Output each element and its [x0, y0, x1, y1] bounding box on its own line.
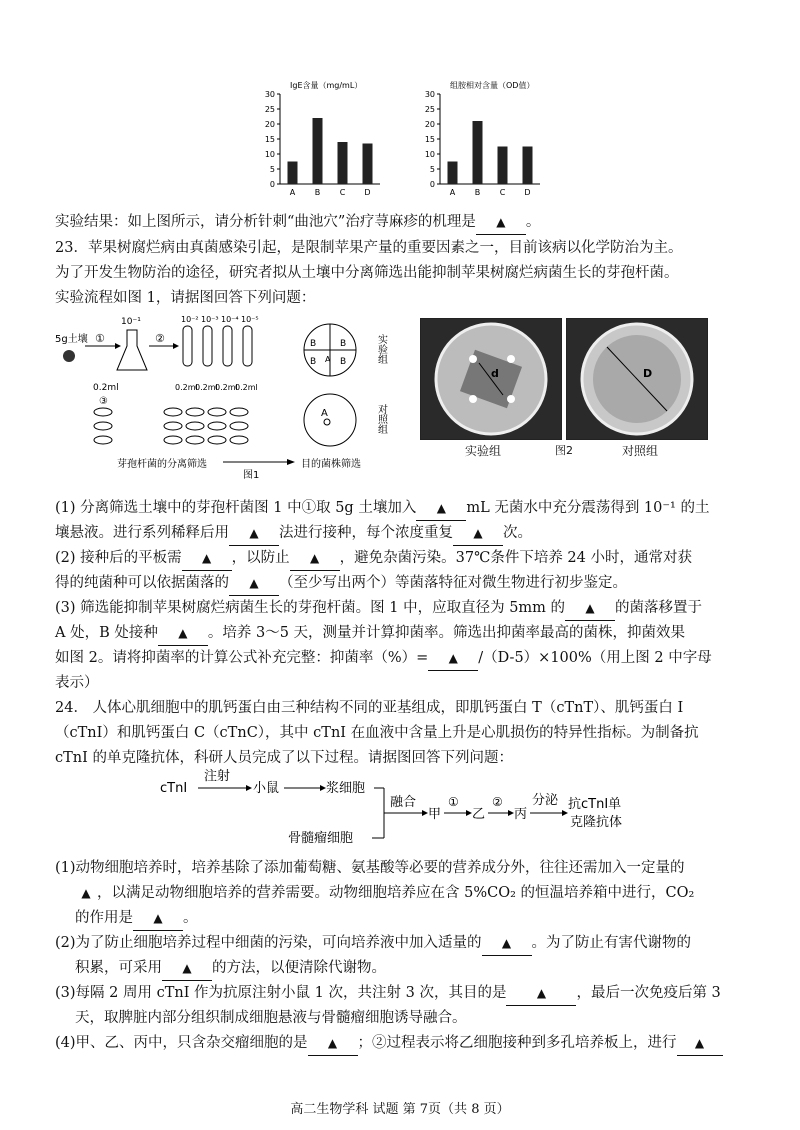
exp-group-label: 实验组: [375, 334, 387, 364]
text: 。为了防止有害代谢物的: [531, 935, 692, 951]
dilution-label: 10⁻³: [201, 315, 219, 324]
bar-chart-ige: [250, 80, 390, 200]
text: 实验结果：如上图所示，请分析针刺“曲池穴”治疗荨麻疹的机理是: [55, 214, 476, 230]
bar-c: [338, 142, 348, 184]
step-3: ③: [99, 396, 108, 407]
text: (4)甲、乙、丙中，只含杂交瘤细胞的是: [55, 1035, 308, 1051]
fig2-ctrl-label: 对照组: [622, 444, 659, 458]
text: 次。: [503, 525, 532, 541]
bing-node: 丙: [514, 807, 528, 822]
answer-blank[interactable]: ▲: [133, 906, 183, 931]
q23-line3: 实验流程如图 1，请据图回答下列问题：: [55, 290, 316, 306]
x-tick-label: C: [339, 188, 346, 197]
dilution-label: 10⁻¹: [121, 317, 141, 327]
dilution-label: 10⁻⁵: [241, 315, 259, 324]
answer-blank[interactable]: ▲: [81, 886, 91, 900]
figure1-label: 图1: [243, 470, 260, 481]
control-dish-photo: [566, 318, 708, 440]
bar-b: [473, 121, 483, 184]
q24-sub1-line1: (1)动物细胞培养时，培养基除了添加葡萄糖、氨基酸等必要的营养成分外，往往还需加入一定量的: [55, 860, 685, 876]
dilution-label: 10⁻⁴: [221, 315, 239, 324]
answer-blank[interactable]: ▲: [482, 931, 532, 956]
test-tube: [183, 326, 192, 366]
q24-line1: 24． 人体心肌细胞中的肌钙蛋白由三种结构不同的亚基组成，即肌钙蛋白 T（cTnT）、肌钙蛋白 I: [55, 700, 684, 716]
q24-sub1-line3: [75, 906, 775, 931]
chart-title: 组胺相对含量（OD值）: [450, 81, 535, 90]
q23-sub2-line2: [55, 571, 755, 596]
petri-dish: [230, 422, 248, 430]
petri-dish: [208, 436, 226, 444]
q23-sub3-line3: [55, 646, 755, 671]
text: mL 无菌水中充分震荡得到 10⁻¹ 的土: [466, 500, 710, 516]
text: 的方法，以便清除代谢物。: [212, 960, 386, 976]
y-tick-label: 0: [269, 180, 275, 189]
y-tick-label: 15: [424, 135, 435, 144]
text: 。培养 3～5 天，测量并计算抑菌率。筛选出抑菌率最高的菌株，抑菌效果: [207, 625, 686, 641]
q23-sub3-line4: 表示）: [55, 675, 99, 691]
chart-title: IgE含量（mg/mL）: [290, 81, 363, 90]
answer-blank[interactable]: ▲: [416, 496, 466, 521]
q23-sub2-line1: [55, 546, 755, 571]
petri-dish: [164, 436, 182, 444]
q23-line1: 23．苹果树腐烂病由真菌感染引起，是限制苹果产量的重要因素之一，目前该病以化学防治为主。: [55, 240, 683, 256]
text: (2) 接种后的平板需: [55, 550, 182, 566]
plate-label-b: B: [340, 339, 347, 349]
petri-dish: [94, 408, 112, 416]
text: ，避免杂菌污染。37℃条件下培养 24 小时，通常对获: [339, 550, 692, 566]
y-tick-label: 25: [264, 105, 275, 114]
answer-blank[interactable]: ▲: [677, 1031, 723, 1056]
volume-label: 0.2ml: [175, 383, 198, 392]
y-tick-label: 20: [424, 120, 435, 129]
D-label: D: [643, 367, 653, 380]
answer-blank[interactable]: ▲: [182, 546, 232, 571]
text: ；②过程表示将乙细胞接种到多孔培养板上，进行: [357, 1035, 677, 1051]
volume-label: 0.2ml: [215, 383, 238, 392]
text: (2)为了防止细胞培养过程中细菌的污染，可向培养液中加入适量的: [55, 935, 482, 951]
q24-line3: cTnI 的单克隆抗体，科研人员完成了以下过程。请据图回答下列问题：: [55, 750, 513, 766]
petri-dish: [164, 422, 182, 430]
x-tick-label: D: [524, 188, 531, 197]
dilution-label: 10⁻²: [181, 315, 199, 324]
answer-blank[interactable]: ▲: [158, 621, 208, 646]
x-tick-label: D: [364, 188, 371, 197]
text: ，以防止: [231, 550, 290, 566]
control-plate: [304, 394, 356, 446]
y-tick-label: 25: [424, 105, 435, 114]
text: 的作用是: [75, 910, 133, 926]
caption-right: 目的菌株筛选: [301, 459, 361, 470]
y-tick-label: 5: [429, 165, 435, 174]
x-tick-label: A: [289, 188, 296, 197]
y-tick-label: 10: [264, 150, 275, 159]
text: (3) 筛选能抑制苹果树腐烂病菌生长的芽孢杆菌。图 1 中，应取直径为 5mm 的: [55, 600, 566, 616]
y-tick-label: 30: [264, 90, 275, 99]
answer-blank[interactable]: ▲: [565, 596, 615, 621]
petri-dish: [94, 436, 112, 444]
plate-label-a: A: [325, 355, 331, 364]
q23-sub3-line2: [55, 621, 755, 646]
y-tick-label: 10: [424, 150, 435, 159]
secrete-label: 分泌: [532, 793, 559, 808]
q24-sub4-line1: [55, 1031, 755, 1056]
test-tube: [223, 326, 232, 366]
test-tube: [203, 326, 212, 366]
petri-dish: [230, 408, 248, 416]
ctrl-group-label: 对照组: [375, 404, 387, 434]
product-label-1: 抗cTnI单: [568, 797, 622, 812]
q24-sub3-line2: 天，取脾脏内部分组织制成细胞悬液与骨髓瘤细胞诱导融合。: [75, 1010, 467, 1026]
bar-c: [498, 147, 508, 185]
result-line: [55, 210, 755, 235]
caption-left: 芽孢杆菌的分离筛选: [117, 459, 207, 470]
text: 得的纯菌种可以依据菌落的: [55, 575, 229, 591]
control-label-a: A: [321, 408, 328, 419]
figure-1: [55, 312, 405, 481]
y-tick-label: 0: [429, 180, 435, 189]
text: 。: [525, 214, 541, 230]
petri-dish: [186, 422, 204, 430]
ctnI-node: cTnI: [160, 781, 188, 796]
bar-d: [523, 147, 533, 185]
volume-label: 0.2ml: [93, 383, 119, 393]
answer-blank[interactable]: ▲: [506, 981, 576, 1006]
answer-blank[interactable]: ▲: [476, 210, 526, 235]
text: 。: [183, 910, 198, 926]
plate-label-b: B: [340, 357, 347, 367]
test-tube: [243, 326, 252, 366]
petri-dish: [186, 436, 204, 444]
q24-sub3-line1: [55, 981, 755, 1006]
volume-label: 0.2ml: [235, 383, 258, 392]
myeloma-node: 骨髓瘤细胞: [288, 831, 354, 846]
text: 积累，可采用: [75, 960, 162, 976]
answer-blank[interactable]: ▲: [308, 1031, 358, 1056]
text: ，以满足动物细胞培养的营养需要。动物细胞培养应在含 5%CO₂ 的恒温培养箱中进行，CO₂: [97, 885, 695, 901]
text: 如图 2。请将抑菌率的计算公式补充完整：抑菌率（%）=: [55, 650, 429, 666]
text: (3)每隔 2 周用 cTnI 作为抗原注射小鼠 1 次，共注射 3 次，其目的是: [55, 985, 507, 1001]
x-tick-label: C: [499, 188, 506, 197]
y-tick-label: 30: [424, 90, 435, 99]
bar-chart-histamine: [410, 80, 550, 200]
bar-d: [363, 144, 373, 185]
text: 壤悬液。进行系列稀释后用: [55, 525, 229, 541]
yi-node: 乙: [472, 807, 486, 822]
q23-sub1-line2: [55, 521, 755, 546]
soil-pile: [63, 350, 75, 362]
petri-dish: [208, 422, 226, 430]
petri-dish: [186, 408, 204, 416]
step-1: ①: [95, 332, 105, 345]
page-footer: 高二生物学科 试题 第 7页（共 8 页）: [290, 1102, 510, 1117]
fuse-label: 融合: [390, 795, 417, 810]
mouse-node: 小鼠: [253, 781, 280, 796]
x-tick-label: A: [449, 188, 456, 197]
product-label-2: 克隆抗体: [570, 815, 623, 830]
text: (1) 分离筛选土壤中的芽孢杆菌图 1 中①取 5g 土壤加入: [55, 500, 417, 516]
plasma-cell-node: 浆细胞: [326, 781, 366, 796]
x-tick-label: B: [474, 188, 481, 197]
answer-blank[interactable]: ▲: [162, 956, 212, 981]
q24-sub2-line1: [55, 931, 755, 956]
text: 的菌落移置于: [615, 600, 703, 616]
step-2: ②: [155, 332, 165, 345]
answer-blank[interactable]: ▲: [428, 646, 478, 671]
step1-label: ①: [448, 795, 459, 809]
q23-line2: 为了开发生物防治的途径，研究者拟从土壤中分离筛选出能抑制苹果树腐烂病菌生长的芽孢杆菌。: [55, 265, 679, 281]
y-tick-label: 20: [264, 120, 275, 129]
d-label: d: [491, 367, 499, 380]
bar-a: [288, 162, 298, 185]
q24-sub2-line2: [75, 956, 775, 981]
petri-dish: [230, 436, 248, 444]
y-tick-label: 5: [269, 165, 275, 174]
q24-sub1-line2: [75, 881, 775, 905]
text: ，最后一次免疫后第 3: [576, 985, 721, 1001]
answer-blank[interactable]: ▲: [453, 521, 503, 546]
plate-label-b: B: [310, 357, 317, 367]
fig2-exp-label: 实验组: [465, 444, 502, 458]
q23-sub3-line1: [55, 596, 755, 621]
jia-node: 甲: [428, 807, 442, 822]
text: /（D-5）×100%（用上图 2 中字母: [478, 650, 712, 666]
flask: [117, 330, 147, 370]
fig2-label: 图2: [555, 444, 573, 457]
antibody-flow-diagram: [160, 768, 660, 848]
q24-line2: （cTnI）和肌钙蛋白 C（cTnC），其中 cTnI 在血液中含量上升是心肌损伤的特异性指标。为制备抗: [55, 725, 699, 741]
answer-blank[interactable]: ▲: [229, 521, 279, 546]
text: （至少写出两个）等菌落特征对微生物进行初步鉴定。: [279, 575, 627, 591]
petri-dish: [164, 408, 182, 416]
text: 法进行接种，每个浓度重复: [279, 525, 453, 541]
text: A 处，B 处接种: [55, 625, 158, 641]
bar-b: [313, 118, 323, 184]
q23-sub1-line1: [55, 496, 755, 521]
plate-label-b: B: [310, 339, 317, 349]
x-tick-label: B: [314, 188, 321, 197]
petri-dish: [94, 422, 112, 430]
experiment-dish-photo: [420, 318, 562, 440]
y-tick-label: 15: [264, 135, 275, 144]
petri-dish: [208, 408, 226, 416]
volume-label: 0.2ml: [195, 383, 218, 392]
inject-label: 注射: [204, 769, 231, 784]
answer-blank[interactable]: ▲: [229, 571, 279, 596]
bar-a: [448, 162, 458, 185]
soil-label: 5g土壤: [55, 334, 88, 345]
step2-label: ②: [492, 795, 503, 809]
answer-blank[interactable]: ▲: [290, 546, 340, 571]
